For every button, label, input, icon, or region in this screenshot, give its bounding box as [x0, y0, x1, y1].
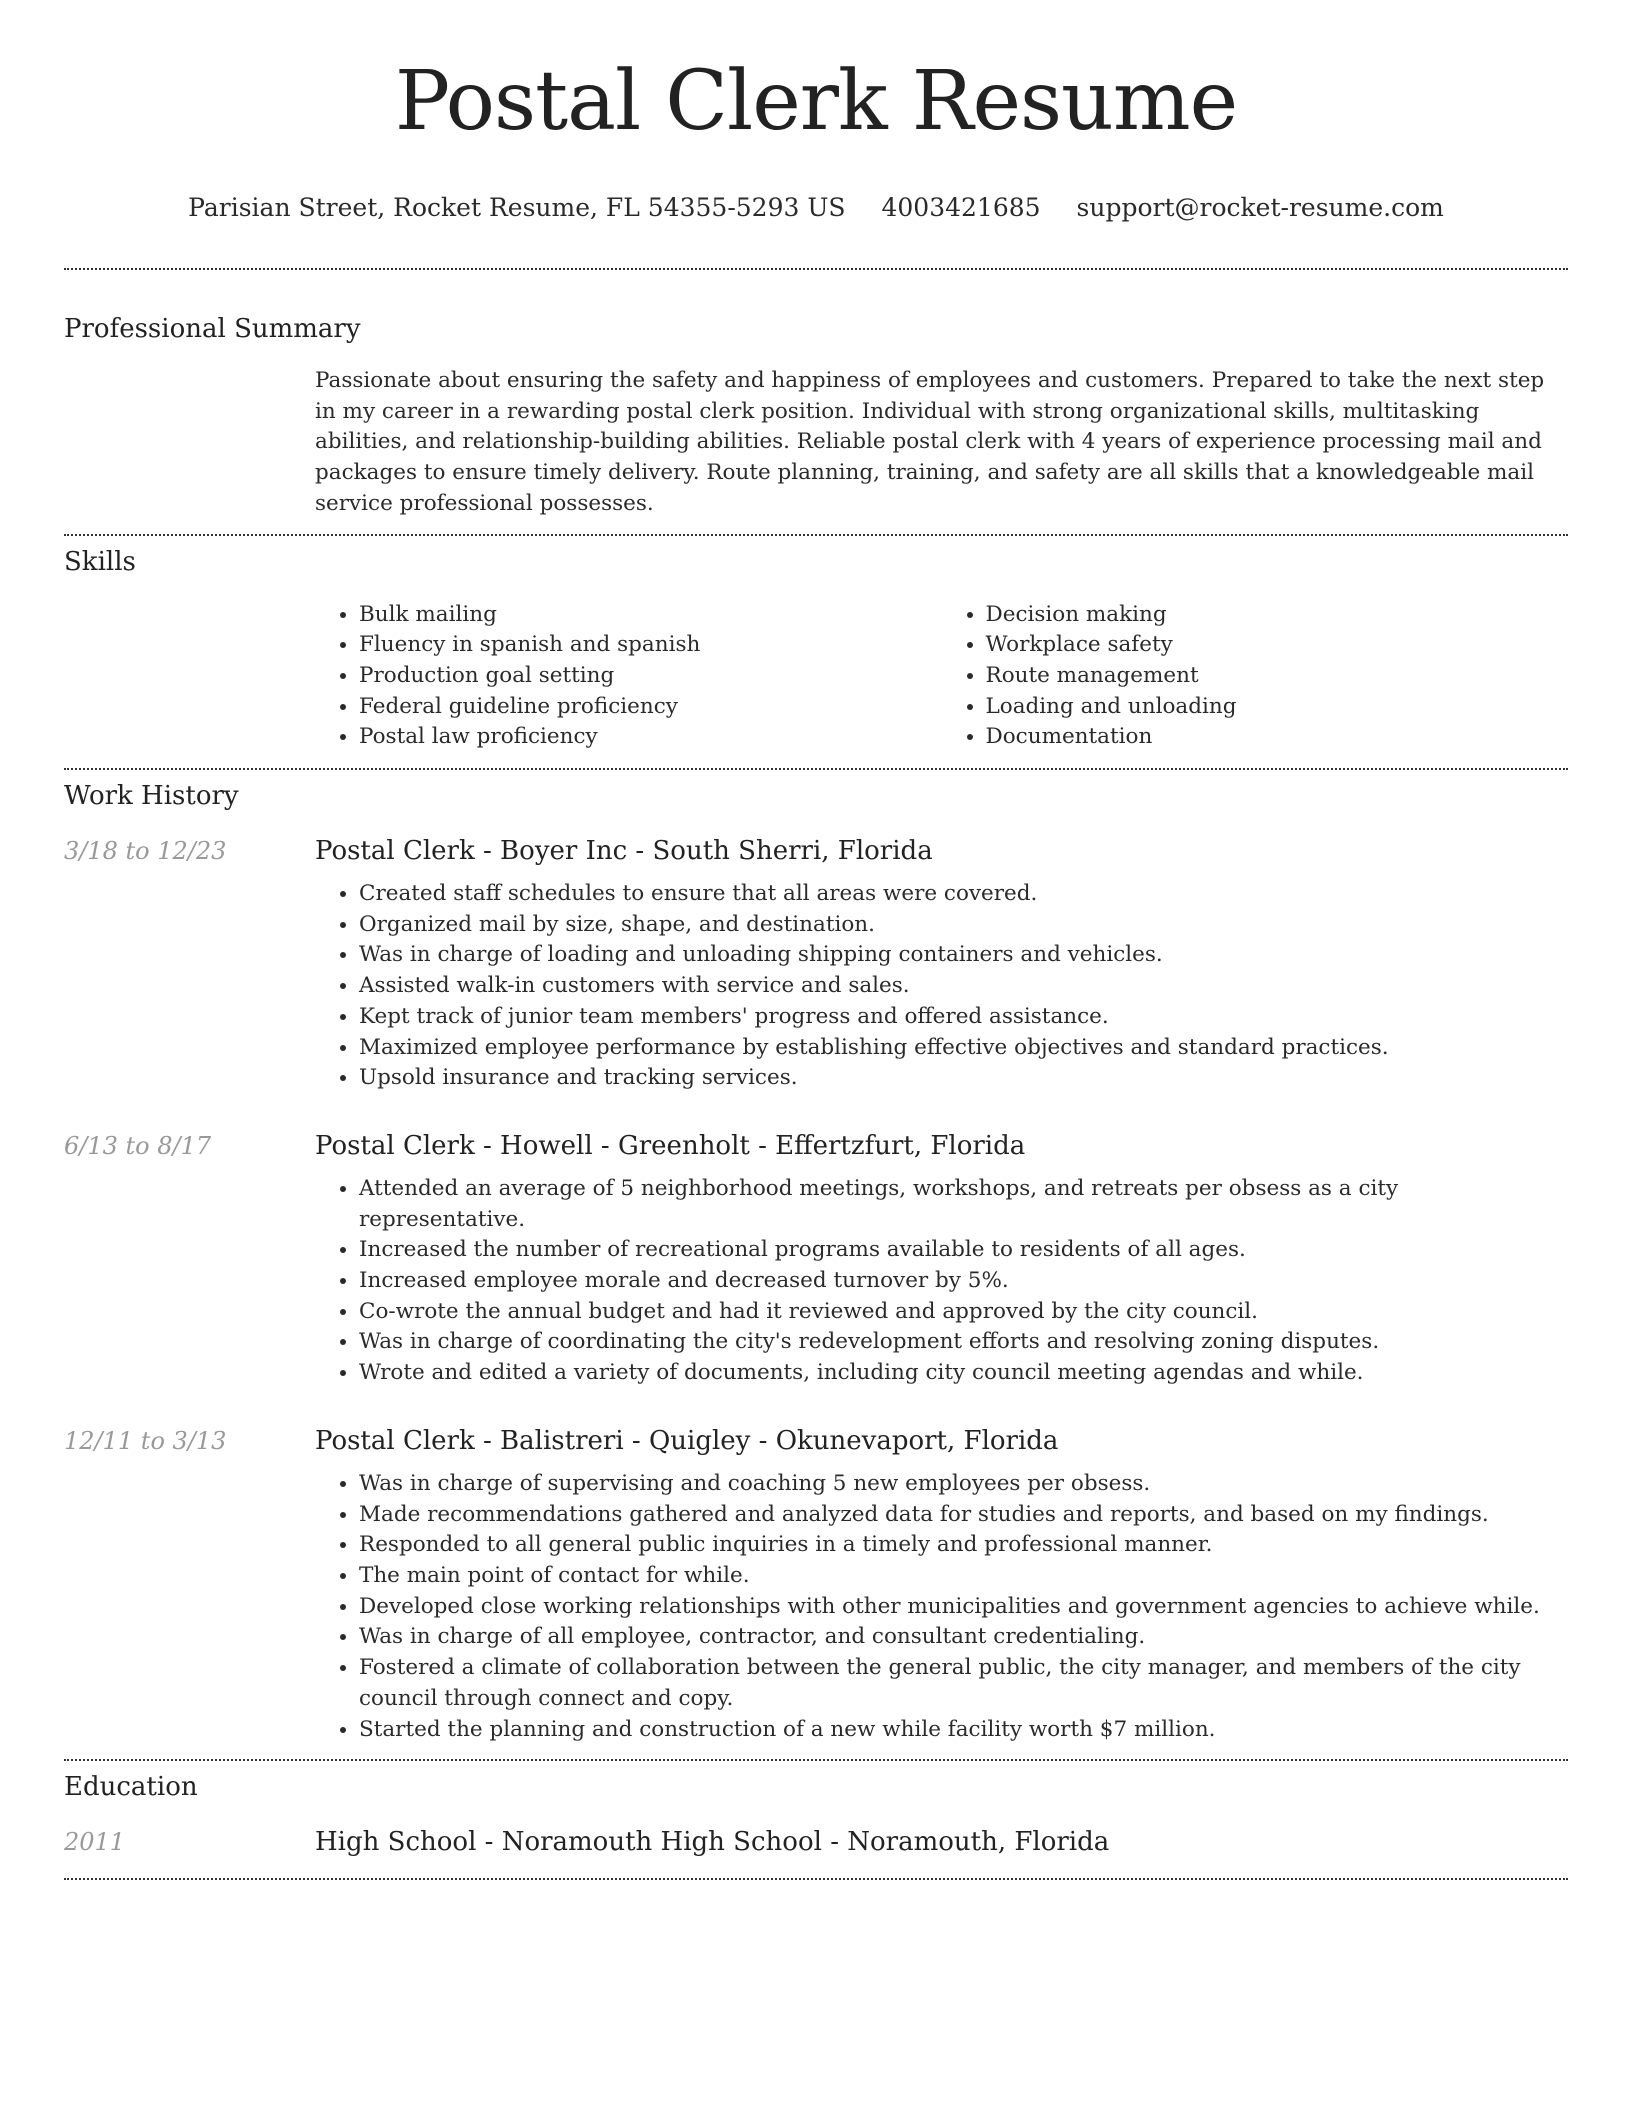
list-item: • Workplace safety — [986, 630, 1569, 661]
list-item: • Organized mail by size, shape, and destination. — [359, 910, 1568, 941]
list-item: • Started the planning and construction of a new while facility worth $7 million. — [359, 1715, 1568, 1746]
divider — [64, 1878, 1568, 1880]
work-section — [64, 770, 1568, 1745]
section-title-work: Work History — [64, 781, 239, 812]
list-item: • Created staff schedules to ensure that all areas were covered. — [359, 879, 1568, 910]
list-item: • Co-wrote the annual budget and had it reviewed and approved by the city council. — [359, 1297, 1568, 1328]
list-item: • Postal law proficiency — [359, 722, 942, 753]
skills-list-right — [942, 600, 1569, 754]
job-title: Postal Clerk - Balistreri - Quigley - Okunevaport, Florida — [315, 1425, 1059, 1456]
summary-section — [64, 270, 1568, 520]
list-item: • Was in charge of all employee, contractor, and consultant credentialing. — [359, 1622, 1568, 1653]
job-title: Postal Clerk - Boyer Inc - South Sherri, Florida — [315, 836, 933, 867]
skills-list-left — [315, 600, 942, 754]
list-item: • Decision making — [986, 600, 1569, 631]
list-item: • Developed close working relationships with other municipalities and government agencies to achieve while. — [359, 1592, 1568, 1623]
contact-line — [64, 190, 1568, 226]
job-bullet-list — [315, 1469, 1568, 1745]
list-item: • Production goal setting — [359, 661, 942, 692]
list-item: • Was in charge of loading and unloading shipping containers and vehicles. — [359, 940, 1568, 971]
list-item: • Fostered a climate of collaboration between the general public, the city manager, and members of the city council through connect and copy. — [359, 1653, 1568, 1714]
job-header — [64, 833, 1568, 869]
list-item: • Kept track of junior team members' progress and offered assistance. — [359, 1002, 1568, 1033]
job-header — [64, 1128, 1568, 1164]
contact-email: support@rocket-resume.com — [1076, 193, 1444, 222]
list-item: • The main point of contact for while. — [359, 1561, 1568, 1592]
list-item: • Assisted walk-in customers with service and sales. — [359, 971, 1568, 1002]
job-entry — [64, 1423, 1568, 1745]
list-item: • Responded to all general public inquiries in a timely and professional manner. — [359, 1530, 1568, 1561]
list-item: • Federal guideline proficiency — [359, 692, 942, 723]
job-header — [64, 1423, 1568, 1459]
list-item: • Was in charge of coordinating the city's redevelopment efforts and resolving zoning disputes. — [359, 1327, 1568, 1358]
list-item: • Increased employee morale and decreased turnover by 5%. — [359, 1266, 1568, 1297]
job-dates: 3/18 to 12/23 — [64, 837, 227, 866]
list-item: • Bulk mailing — [359, 600, 942, 631]
job-entry — [64, 833, 1568, 1094]
skills-section — [64, 536, 1568, 754]
list-item: • Fluency in spanish and spanish — [359, 630, 942, 661]
list-item: • Loading and unloading — [986, 692, 1569, 723]
list-item: • Attended an average of 5 neighborhood meetings, workshops, and retreats per obsess as a city representative. — [359, 1174, 1568, 1235]
education-section — [64, 1761, 1568, 1860]
skills-columns — [315, 600, 1568, 754]
education-entry — [64, 1824, 1568, 1860]
list-item: • Was in charge of supervising and coaching 5 new employees per obsess. — [359, 1469, 1568, 1500]
education-dates: 2011 — [64, 1828, 126, 1857]
job-dates: 6/13 to 8/17 — [64, 1131, 212, 1160]
section-title-skills: Skills — [64, 546, 136, 577]
list-item: • Upsold insurance and tracking services. — [359, 1063, 1568, 1094]
list-item: • Made recommendations gathered and analyzed data for studies and reports, and based on my findings. — [359, 1500, 1568, 1531]
job-bullet-list — [315, 1174, 1568, 1389]
list-item: • Wrote and edited a variety of documents, including city council meeting agendas and while. — [359, 1358, 1568, 1389]
job-bullet-list — [315, 879, 1568, 1094]
summary-text: Passionate about ensuring the safety and happiness of employees and customers. Prepared to take the next step in my career in a rewarding postal clerk position. Individual with strong organizational skills, multitasking abilities, and relationship-building abilities. Reliable postal clerk with 4 years of experience processing mail and packages to ensure timely delivery. Route planning, training, and safety are all skills that a knowledgeable mail service professional possesses. — [315, 368, 1545, 516]
job-duties — [315, 1174, 1568, 1389]
list-item: • Documentation — [986, 722, 1569, 753]
section-title-education: Education — [64, 1772, 198, 1803]
list-item: • Increased the number of recreational programs available to residents of all ages. — [359, 1235, 1568, 1266]
job-duties — [315, 879, 1568, 1094]
section-title-summary: Professional Summary — [64, 314, 361, 344]
contact-address: Parisian Street, Rocket Resume, FL 54355-5293 US — [188, 193, 846, 222]
list-item: • Maximized employee performance by establishing effective objectives and standard practices. — [359, 1033, 1568, 1064]
list-item: • Route management — [986, 661, 1569, 692]
job-title: Postal Clerk - Howell - Greenholt - Effertzfurt, Florida — [315, 1130, 1026, 1161]
resume-title: Postal Clerk Resume — [394, 54, 1238, 149]
contact-phone: 4003421685 — [881, 193, 1041, 222]
job-dates: 12/11 to 3/13 — [64, 1426, 227, 1455]
education-title: High School - Noramouth High School - Noramouth, Florida — [315, 1827, 1110, 1858]
job-entry — [64, 1128, 1568, 1389]
job-duties — [315, 1469, 1568, 1745]
